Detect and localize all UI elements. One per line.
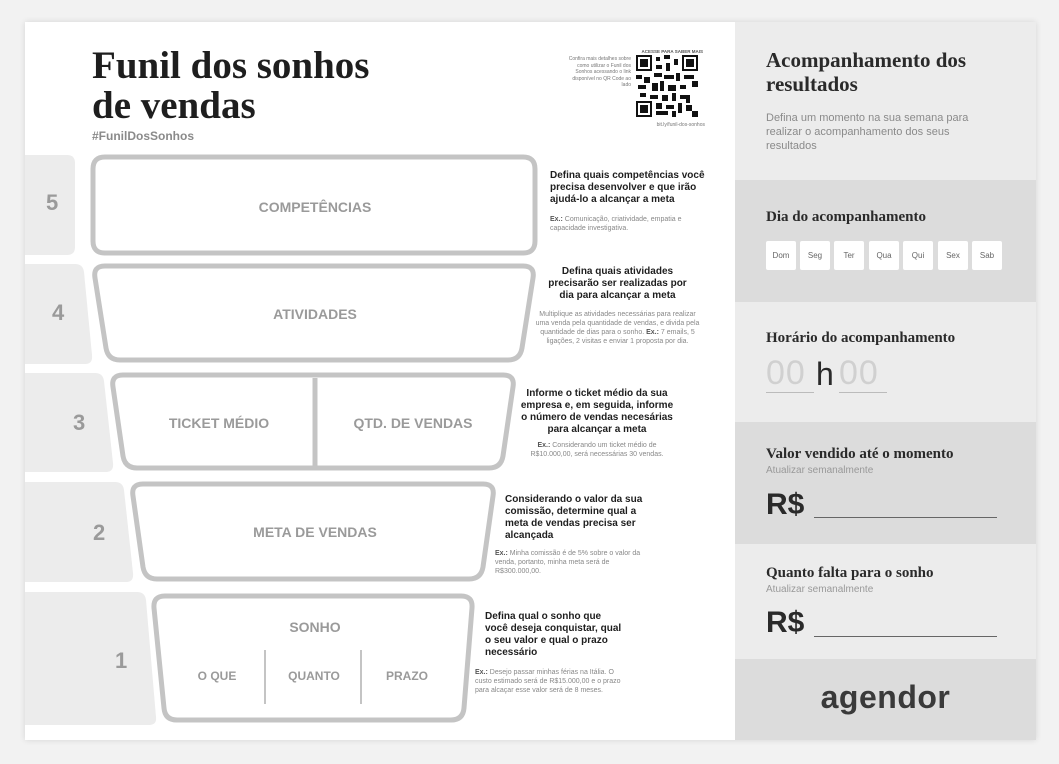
- label-o-que: O QUE: [197, 669, 237, 683]
- day-tuesday[interactable]: Ter: [834, 241, 864, 270]
- example: [475, 668, 625, 695]
- level-2-number: 2: [93, 520, 106, 545]
- sold-section: [735, 422, 1036, 544]
- label-prazo: PRAZO: [386, 669, 428, 683]
- label-atividades: ATIVIDADES: [273, 306, 357, 322]
- funnel-level-1: [154, 596, 472, 720]
- label-meta-vendas: META DE VENDAS: [253, 524, 377, 540]
- time-title: Horário do acompanhamento: [766, 330, 956, 346]
- example-text: Comunicação, criatividade, empatia e capacidade investigativa.: [550, 216, 682, 232]
- hashtag: #FunilDosSonhos: [92, 129, 194, 143]
- example: [550, 215, 705, 233]
- example-text: Minha comissão é de 5% sobre o valor da venda, portanto, minha meta será de R$300.000,00.: [495, 550, 641, 575]
- example: [535, 310, 700, 346]
- qr-heading: ACESSE PARA SABER MAIS: [641, 49, 703, 54]
- title-line-1: Funil dos sonhos: [92, 44, 370, 87]
- desc-level-1: [475, 611, 625, 695]
- day-saturday[interactable]: Sab: [972, 241, 1002, 270]
- example-text: 7 emails, 5 ligações, 2 visitas e enviar 1 proposta por dia.: [546, 329, 695, 345]
- example-text: Desejo passar minhas férias na Itália. O custo estimado será de R$15.000,00 e o prazo para alcaçar esse valor será de 8 meses.: [475, 669, 621, 694]
- example-label: Ex.:: [550, 216, 563, 223]
- desc-text: Informe o ticket médio da sua empresa e, em seguida, informe o número de vendas necesárias para alcançar a meta: [520, 388, 674, 435]
- day-title: Dia do acompanhamento: [766, 209, 927, 225]
- minutes-input[interactable]: 00: [839, 354, 887, 393]
- missing-title: Quanto falta para o sonho: [766, 565, 934, 581]
- desc-text: Considerando o valor da sua comissão, determine qual a meta de vendas precisa ser alcançada: [505, 494, 643, 541]
- missing-value-field[interactable]: [814, 636, 997, 637]
- tab-level-3: [25, 373, 113, 472]
- sidebar-title: Acompanhamento dos resultados: [766, 48, 967, 96]
- desc-text: Defina quais atividades precisarão ser realizadas por dia para alcançar a meta: [548, 266, 687, 301]
- desc-text: Defina quais competências você precisa desenvolver e que irão ajudá-lo a alcançar a meta: [550, 170, 705, 205]
- worksheet: [25, 22, 1036, 740]
- example-label: Ex.:: [475, 669, 488, 676]
- level-5-number: 5: [46, 190, 59, 215]
- day-monday[interactable]: Seg: [800, 241, 830, 270]
- level-4-number: 4: [52, 300, 65, 325]
- day-sunday[interactable]: Dom: [766, 241, 796, 270]
- missing-section: [735, 544, 1036, 659]
- example-text: Considerando um ticket médio de R$10.000,00, será necessárias 30 vendas.: [530, 442, 664, 458]
- example-label: Ex.:: [646, 329, 659, 336]
- desc-text: Defina qual o sonho que você deseja conquistar, qual o seu valor e qual o prazo necessário: [485, 611, 622, 658]
- label-sonho: SONHO: [289, 619, 341, 635]
- example-label: Ex.:: [495, 550, 508, 557]
- label-qtd-vendas: QTD. DE VENDAS: [353, 415, 473, 431]
- hours-input[interactable]: 00: [766, 354, 814, 393]
- day-friday[interactable]: Sex: [938, 241, 968, 270]
- sidebar-header: [735, 22, 1036, 180]
- desc-level-5: [550, 170, 705, 233]
- level-1-number: 1: [115, 648, 128, 673]
- level-3-number: 3: [73, 410, 86, 435]
- example-pre: Multiplique as atividades necessárias para realizar uma venda pela quantidade de vendas, e divida pela quantidade de dias para o sonho.: [535, 311, 700, 336]
- missing-currency: R$: [766, 606, 805, 639]
- sold-subtitle: Atualizar semanalmente: [766, 465, 874, 476]
- desc-level-2: [495, 494, 650, 576]
- time-section: [735, 302, 1036, 422]
- sidebar-subtitle: Defina um momento na sua semana para realizar o acompanhamento dos seus resultados: [766, 112, 969, 152]
- desc-level-3: [517, 388, 677, 459]
- agendor-logo: agendor: [820, 679, 951, 715]
- day-wednesday[interactable]: Qua: [869, 241, 899, 270]
- example-label: Ex.:: [537, 442, 551, 449]
- missing-subtitle: Atualizar semanalmente: [766, 584, 874, 595]
- sold-title: Valor vendido até o momento: [766, 446, 954, 462]
- time-separator: h: [816, 356, 834, 392]
- sold-value-field[interactable]: [814, 517, 997, 518]
- sold-currency: R$: [766, 488, 805, 521]
- desc-level-4: [535, 266, 700, 346]
- label-ticket-medio: TICKET MÉDIO: [168, 415, 270, 431]
- label-quanto: QUANTO: [288, 669, 340, 683]
- example: [495, 549, 650, 576]
- day-thursday[interactable]: Qui: [903, 241, 933, 270]
- tab-level-2: [25, 482, 133, 582]
- qr-description: Confira mais detalhes sobre como utilizar o Funil dos Sonhos acessando o link disponível no QR Code ao lado: [568, 56, 631, 88]
- sidebar: [735, 22, 1036, 740]
- example: [517, 441, 677, 459]
- qr-link[interactable]: bit.ly/funil-dos-sonhos: [656, 122, 705, 128]
- tab-level-1: [25, 592, 156, 725]
- title-line-2: de vendas: [92, 84, 256, 127]
- label-competencias: COMPETÊNCIAS: [258, 199, 372, 215]
